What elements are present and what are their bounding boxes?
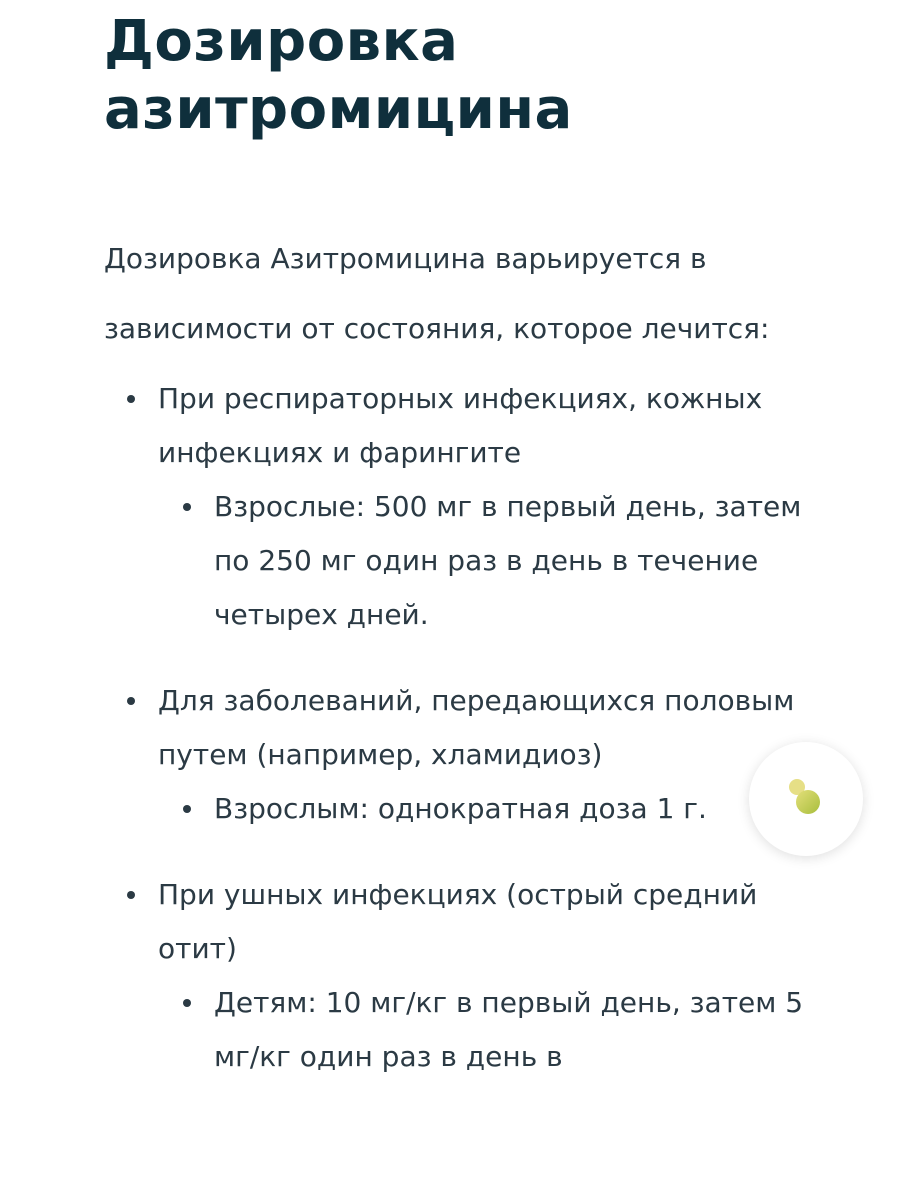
page-title-line-1: Дозировка bbox=[104, 9, 459, 74]
sub-list-item bbox=[214, 480, 834, 642]
sub-list-item bbox=[214, 782, 834, 836]
bullet-icon bbox=[183, 503, 191, 511]
list-item-label: Для заболеваний, передающихся половым путем (например, хламидиоз) bbox=[158, 684, 795, 771]
sub-list-item-label: Детям: 10 мг/кг в первый день, затем 5 мг/кг один раз в день в bbox=[214, 986, 804, 1073]
bullet-icon bbox=[127, 395, 135, 403]
bullet-icon bbox=[127, 891, 135, 899]
intro-paragraph: Дозировка Азитромицина варьируется в зависимости от состояния, которое лечится: bbox=[104, 242, 770, 345]
sub-list-item-label: Взрослые: 500 мг в первый день, затем по 250 мг один раз в день в течение четырех дней. bbox=[214, 490, 802, 631]
list-item-label: При ушных инфекциях (острый средний отит) bbox=[158, 878, 758, 965]
page-title bbox=[104, 8, 834, 144]
list-item-label: При респираторных инфекциях, кожных инфекциях и фарингите bbox=[158, 382, 763, 469]
dosage-list bbox=[104, 372, 834, 1084]
list-item bbox=[158, 372, 834, 642]
list-item bbox=[158, 674, 834, 836]
sub-list bbox=[158, 480, 834, 642]
bullet-icon bbox=[127, 697, 135, 705]
sub-list bbox=[158, 782, 834, 836]
page-title-line-2: азитромицина bbox=[104, 77, 573, 142]
sub-list bbox=[158, 976, 834, 1084]
assistant-blob-icon bbox=[783, 776, 829, 822]
list-item bbox=[158, 868, 834, 1084]
article bbox=[104, 0, 834, 1116]
assistant-button[interactable] bbox=[749, 742, 863, 856]
sub-list-item bbox=[214, 976, 834, 1084]
bullet-icon bbox=[183, 805, 191, 813]
sub-list-item-label: Взрослым: однократная доза 1 г. bbox=[214, 792, 707, 825]
bullet-icon bbox=[183, 999, 191, 1007]
